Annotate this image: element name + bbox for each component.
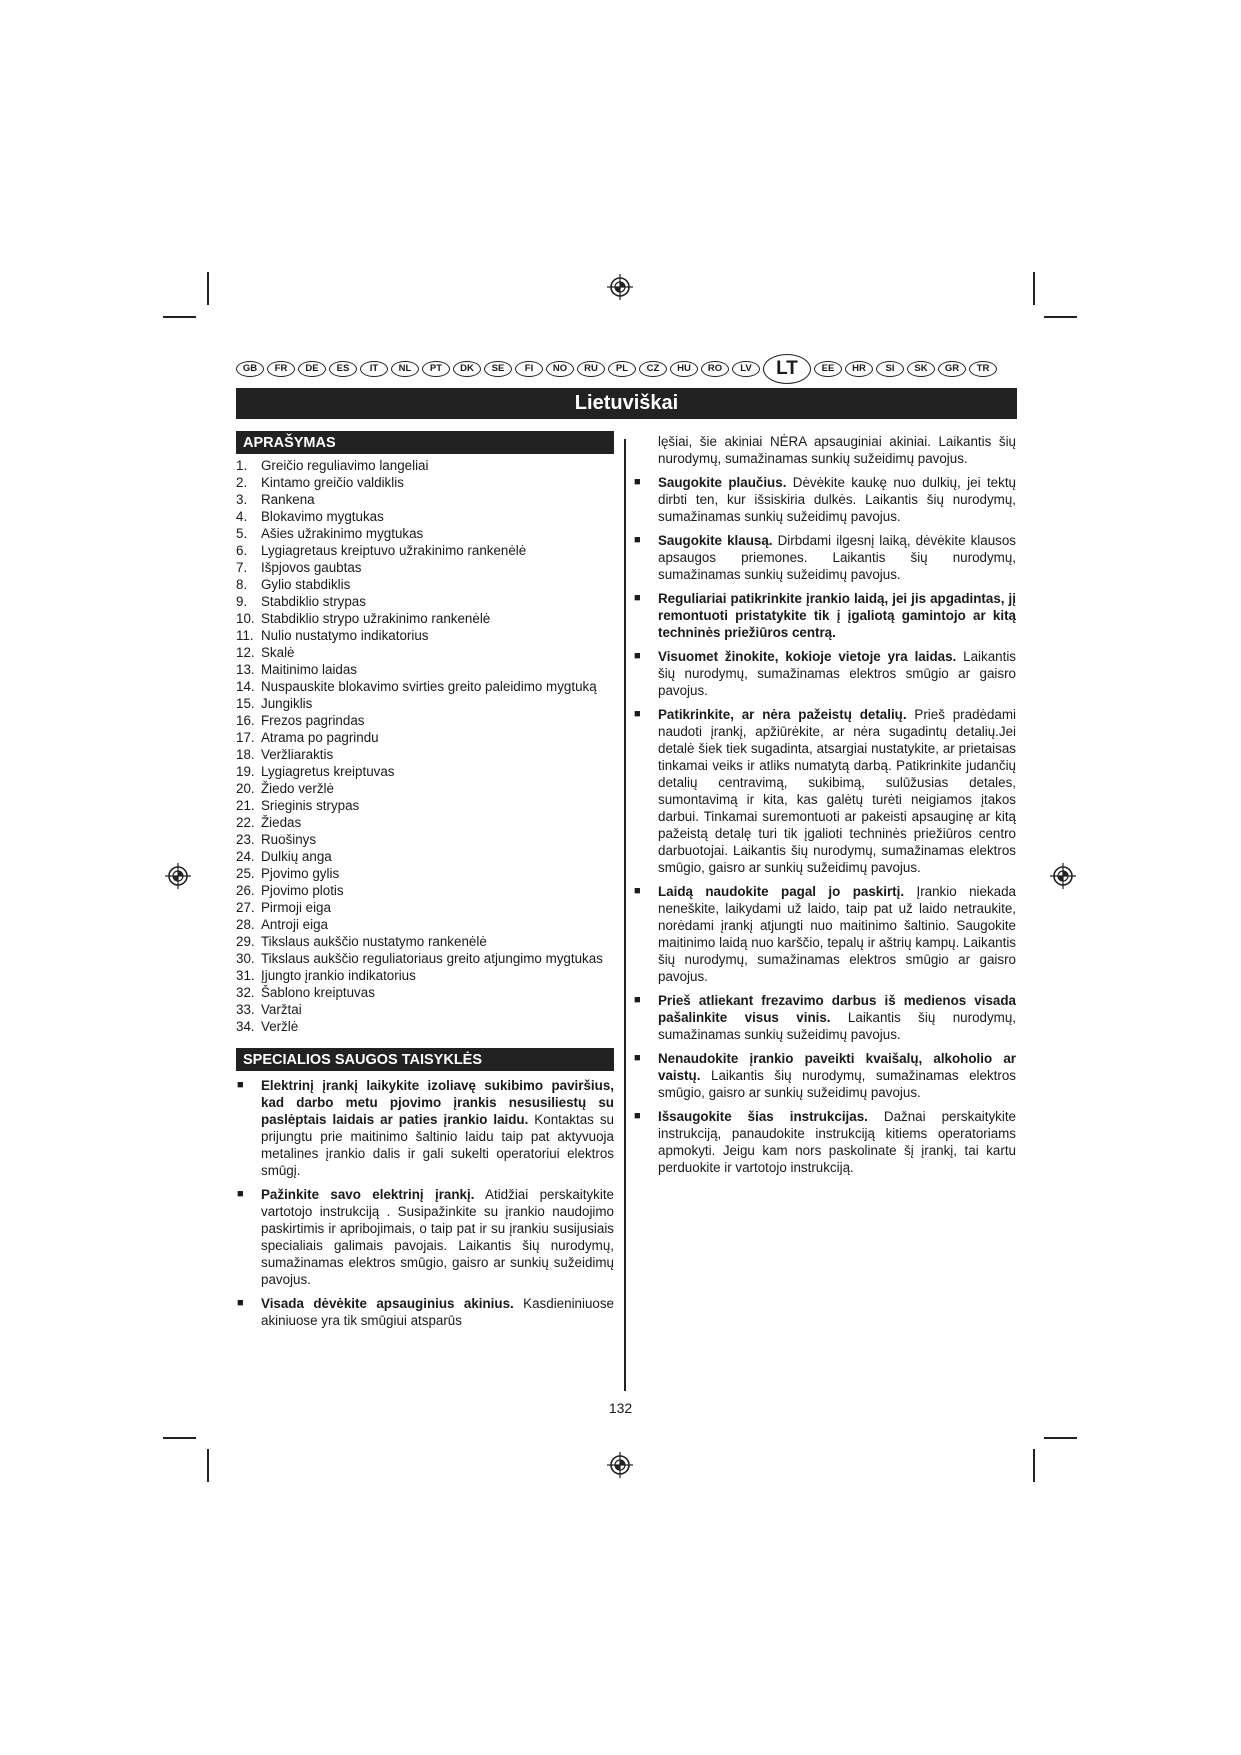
- language-badge-hu: HU: [670, 361, 698, 377]
- item-number: 16.: [236, 713, 255, 728]
- list-item: [236, 627, 614, 644]
- bullet-icon: ■: [634, 885, 641, 897]
- language-badge-ru: RU: [577, 361, 605, 377]
- safety-rule: [633, 648, 1016, 699]
- list-item: [236, 916, 614, 933]
- list-item: [236, 661, 614, 678]
- rule-text: Dirbdami ilgesnį laiką, dėvėkite klausos apsaugos priemones. Laikantis šių nurodymų, sumažinamas sunkių sužeidimų pavojus.: [658, 533, 1016, 582]
- list-item: [236, 491, 614, 508]
- bullet-icon: ■: [634, 708, 641, 720]
- list-item: [236, 814, 614, 831]
- item-number: 26.: [236, 883, 255, 898]
- item-number: 34.: [236, 1019, 255, 1034]
- language-badge-gb: GB: [236, 361, 264, 377]
- language-badge-cz: CZ: [639, 361, 667, 377]
- rule-text: Prieš pradėdami naudoti įrankį, apžiūrėkite, ar nėra sugadintų detalių.Jei detalė šiek tiek sugadinta, atsargiai nustatykite, ar prietaisas tinkamai veiks ir atliks numatytą darbą. Patikrinkite judančių detalių centravimą, sukibimą, sulūžusias detales, sumontavimą ir kita, kas galėtų turėti neigiamos įtakos darbui. Tinkamai suremontuoti ar pakeisti apsauginę ar kitą pažeistą detalę turi tik įgalioti techninės priežiūros centro darbuotojai. Laikantis šių nurodymų, sumažinamas elektros smūgio, gaisro ar sunkių sužeidimų pavojus.: [658, 707, 1016, 875]
- language-badge-si: SI: [876, 361, 904, 377]
- item-number: 2.: [236, 475, 248, 490]
- item-label: Žiedo veržlė: [261, 781, 334, 796]
- item-number: 7.: [236, 560, 248, 575]
- safety-rule: [236, 1077, 614, 1179]
- safety-rule: [633, 1050, 1016, 1101]
- item-label: Gylio stabdiklis: [261, 577, 351, 592]
- item-label: Stabdiklio strypo užrakinimo rankenėlė: [261, 611, 491, 626]
- parts-list: [236, 457, 614, 1035]
- item-number: 30.: [236, 951, 255, 966]
- item-label: Ruošinys: [261, 832, 317, 847]
- item-label: Srieginis strypas: [261, 798, 360, 813]
- list-item: [236, 695, 614, 712]
- safety-list-right: [633, 474, 1016, 1176]
- list-item: [236, 474, 614, 491]
- language-badge-pt: PT: [422, 361, 450, 377]
- safety-rule: [633, 992, 1016, 1043]
- left-column: [236, 431, 614, 1336]
- list-item: [236, 644, 614, 661]
- language-badge-tr: TR: [969, 361, 997, 377]
- item-label: Pjovimo gylis: [261, 866, 340, 881]
- item-label: Dulkių anga: [261, 849, 332, 864]
- page-title: Lietuviškai: [236, 388, 1017, 419]
- item-number: 18.: [236, 747, 255, 762]
- item-number: 3.: [236, 492, 248, 507]
- safety-rule: [633, 706, 1016, 876]
- item-label: Jungiklis: [261, 696, 313, 711]
- language-badge-lt: LT: [763, 354, 811, 384]
- rule-text: Laikantis šių nurodymų, sumažinamas elektros smūgio ar gaisro pavojus.: [658, 649, 1016, 698]
- list-item: [236, 508, 614, 525]
- item-number: 8.: [236, 577, 248, 592]
- item-number: 19.: [236, 764, 255, 779]
- bullet-icon: ■: [237, 1079, 244, 1091]
- list-item: [236, 610, 614, 627]
- item-label: Lygiagretaus kreiptuvo užrakinimo rankenėlė: [261, 543, 527, 558]
- rule-title: Prieš atliekant frezavimo darbus iš medienos visada pašalinkite visus vinis.: [658, 993, 1016, 1025]
- rule-title: Pažinkite savo elektrinį įrankį.: [261, 1187, 475, 1202]
- item-number: 15.: [236, 696, 255, 711]
- item-label: Kintamo greičio valdiklis: [261, 475, 404, 490]
- item-number: 27.: [236, 900, 255, 915]
- bullet-icon: ■: [634, 476, 641, 488]
- language-badge-it: IT: [360, 361, 388, 377]
- safety-heading: SPECIALIOS SAUGOS TAISYKLĖS: [236, 1048, 614, 1071]
- item-number: 33.: [236, 1002, 255, 1017]
- rule-title: Saugokite plaučius.: [658, 475, 787, 490]
- item-label: Nuspauskite blokavimo svirties greito paleidimo mygtuką: [261, 679, 597, 694]
- page-number: 132: [608, 1400, 633, 1416]
- item-number: 24.: [236, 849, 255, 864]
- list-item: [236, 865, 614, 882]
- item-label: Frezos pagrindas: [261, 713, 365, 728]
- rule-text: Dažnai perskaitykite instrukciją, panaudokite instrukciją kitiems operatoriams apmokyti. Jeigu kam nors paskolinate šį įrankį, tai kartu perduokite ir vartotojo instrukciją.: [658, 1109, 1016, 1175]
- rule-title: Reguliariai patikrinkite įrankio laidą, jei jis apgadintas, jį remontuoti pristatykite tik į įgaliotą gamintojo ar kitą techninės priežiūros centrą.: [658, 591, 1016, 640]
- right-column: [633, 433, 1016, 1183]
- list-item: [236, 712, 614, 729]
- item-number: 1.: [236, 458, 248, 473]
- list-item: [236, 950, 614, 967]
- item-label: Maitinimo laidas: [261, 662, 358, 677]
- list-item: [236, 542, 614, 559]
- item-label: Šablono kreiptuvas: [261, 985, 375, 1000]
- item-number: 28.: [236, 917, 255, 932]
- language-badge-gr: GR: [938, 361, 966, 377]
- bullet-icon: ■: [237, 1297, 244, 1309]
- list-item: [236, 525, 614, 542]
- item-number: 6.: [236, 543, 248, 558]
- safety-rule: [633, 590, 1016, 641]
- list-item: [236, 559, 614, 576]
- item-label: Blokavimo mygtukas: [261, 509, 384, 524]
- rule-text: Dėvėkite kaukę nuo dulkių, jei tektų dirbti ten, kur išsiskiria dulkės. Laikantis šių nurodymų, sumažinamas sunkių sužeidimų pavojus.: [658, 475, 1016, 524]
- rule-text: Laikantis šių nurodymų, sumažinamas elektros smūgio, gaisro ar sunkių sužeidimų pavojus.: [658, 1068, 1016, 1100]
- bullet-icon: ■: [634, 534, 641, 546]
- item-label: Veržlė: [261, 1019, 299, 1034]
- list-item: [236, 984, 614, 1001]
- safety-rule: [633, 883, 1016, 985]
- rule-text: Kontaktas su prijungtu prie maitinimo šaltinio laidu taip pat aktyvuoja metalines įrankio dalis ir gali sukelti operatoriui elektros smūgį.: [261, 1112, 614, 1178]
- rule-title: Elektrinį įrankį laikykite izoliavę sukibimo paviršius, kad darbo metu pjovimo įrankis nesusiliestų su paslėptais laidais ar paties įrankio laidu.: [261, 1078, 614, 1127]
- rule-title: Saugokite klausą.: [658, 533, 773, 548]
- rule-title: Patikrinkite, ar nėra pažeistų detalių.: [658, 707, 907, 722]
- item-number: 31.: [236, 968, 255, 983]
- item-label: Lygiagretus kreiptuvas: [261, 764, 395, 779]
- item-label: Išpjovos gaubtas: [261, 560, 362, 575]
- item-number: 14.: [236, 679, 255, 694]
- bullet-icon: ■: [634, 994, 641, 1006]
- item-number: 13.: [236, 662, 255, 677]
- crop-mark: [163, 1437, 196, 1439]
- rule-title: Visada dėvėkite apsauginius akinius.: [261, 1296, 514, 1311]
- crop-mark: [163, 316, 196, 318]
- item-number: 4.: [236, 509, 248, 524]
- bullet-icon: ■: [237, 1188, 244, 1200]
- registration-mark-icon: [1050, 863, 1076, 889]
- list-item: [236, 933, 614, 950]
- language-badge-fi: FI: [515, 361, 543, 377]
- item-number: 32.: [236, 985, 255, 1000]
- language-badge-sk: SK: [907, 361, 935, 377]
- item-label: Rankena: [261, 492, 315, 507]
- item-number: 22.: [236, 815, 255, 830]
- item-label: Ašies užrakinimo mygtukas: [261, 526, 424, 541]
- language-badge-es: ES: [329, 361, 357, 377]
- list-item: [236, 678, 614, 695]
- list-item: [236, 831, 614, 848]
- description-heading: APRAŠYMAS: [236, 431, 614, 454]
- list-item: [236, 882, 614, 899]
- language-badge-nl: NL: [391, 361, 419, 377]
- rule-text: Kasdieniniuose akiniuose yra tik smūgiui atsparūs: [261, 1296, 615, 1328]
- list-item: [236, 1001, 614, 1018]
- list-item: [236, 593, 614, 610]
- column-divider: [624, 439, 626, 1391]
- item-number: 10.: [236, 611, 255, 626]
- item-number: 29.: [236, 934, 255, 949]
- rule-title: Visuomet žinokite, kokioje vietoje yra laidas.: [658, 649, 957, 664]
- item-label: Nulio nustatymo indikatorius: [261, 628, 429, 643]
- item-label: Įjungto įrankio indikatorius: [261, 968, 416, 983]
- crop-mark: [1033, 272, 1035, 305]
- crop-mark: [1044, 316, 1077, 318]
- safety-rule: [633, 474, 1016, 525]
- safety-rule: [633, 1108, 1016, 1176]
- crop-mark: [207, 1449, 209, 1482]
- safety-list-left: [236, 1077, 614, 1329]
- language-selector: [236, 354, 1017, 384]
- item-label: Tikslaus aukščio nustatymo rankenėlė: [261, 934, 487, 949]
- bullet-icon: ■: [634, 1052, 641, 1064]
- item-number: 12.: [236, 645, 255, 660]
- item-label: Pirmoji eiga: [261, 900, 331, 915]
- language-badge-ro: RO: [701, 361, 729, 377]
- item-label: Greičio reguliavimo langeliai: [261, 458, 429, 473]
- list-item: [236, 899, 614, 916]
- rule-text: Įrankio niekada neneškite, laikydami už laido, taip pat už laido netraukite, norėdami įrankį atjungti nuo maitinimo šaltinio. Saugokite maitinimo laidą nuo karščio, tepalų ir aštrių kampų. Laikantis šių nurodymų, sumažinamas elektros smūgio ar gaisro pavojus.: [658, 884, 1016, 984]
- list-item: [236, 746, 614, 763]
- rule-text: Atidžiai perskaitykite vartotojo instrukciją . Susipažinkite su įrankio naudojimo paskirtimis ir apribojimais, o taip pat ir su įrankiu susijusiais specialiais galimais pavojais. Laikantis šių nurodymų, sumažinamas elektros smūgio, gaisro ar sunkių sužeidimų pavojus.: [261, 1187, 614, 1287]
- language-badge-de: DE: [298, 361, 326, 377]
- list-item: [236, 729, 614, 746]
- list-item: [236, 967, 614, 984]
- language-badge-ee: EE: [814, 361, 842, 377]
- item-label: Pjovimo plotis: [261, 883, 344, 898]
- item-number: 9.: [236, 594, 248, 609]
- crop-mark: [1033, 1449, 1035, 1482]
- item-label: Varžtai: [261, 1002, 302, 1017]
- crop-mark: [1044, 1437, 1077, 1439]
- list-item: [236, 1018, 614, 1035]
- item-number: 17.: [236, 730, 255, 745]
- rule-text: Laikantis šių nurodymų, sumažinamas sunkių sužeidimų pavojus.: [658, 1010, 1016, 1042]
- list-item: [236, 457, 614, 474]
- rule-title: Laidą naudokite pagal jo paskirtį.: [658, 884, 905, 899]
- continuation-text: lęšiai, šie akiniai NĖRA apsauginiai akiniai. Laikantis šių nurodymų, sumažinamas sunkių sužeidimų pavojus.: [658, 434, 1016, 466]
- item-number: 23.: [236, 832, 255, 847]
- safety-rule: [633, 532, 1016, 583]
- list-item: [236, 780, 614, 797]
- list-item: [236, 848, 614, 865]
- language-badge-pl: PL: [608, 361, 636, 377]
- list-item: [236, 797, 614, 814]
- safety-rule: [236, 1186, 614, 1288]
- item-label: Atrama po pagrindu: [261, 730, 379, 745]
- language-badge-se: SE: [484, 361, 512, 377]
- registration-mark-icon: [165, 863, 191, 889]
- list-item: [236, 763, 614, 780]
- language-badge-hr: HR: [845, 361, 873, 377]
- item-label: Tikslaus aukščio reguliatoriaus greito atjungimo mygtukas: [261, 951, 603, 966]
- item-number: 20.: [236, 781, 255, 796]
- registration-mark-icon: [607, 1452, 633, 1478]
- list-item: [236, 576, 614, 593]
- item-number: 5.: [236, 526, 248, 541]
- language-badge-dk: DK: [453, 361, 481, 377]
- crop-mark: [207, 272, 209, 305]
- bullet-icon: ■: [634, 650, 641, 662]
- bullet-icon: ■: [634, 1110, 641, 1122]
- item-number: 11.: [236, 628, 254, 643]
- item-number: 21.: [236, 798, 255, 813]
- language-badge-no: NO: [546, 361, 574, 377]
- bullet-icon: ■: [634, 592, 641, 604]
- registration-mark-icon: [607, 274, 633, 300]
- rule-title: Išsaugokite šias instrukcijas.: [658, 1109, 868, 1124]
- item-label: Skalė: [261, 645, 295, 660]
- item-label: Antroji eiga: [261, 917, 328, 932]
- language-badge-lv: LV: [732, 361, 760, 377]
- item-label: Žiedas: [261, 815, 302, 830]
- safety-rule: [236, 1295, 614, 1329]
- item-label: Veržliaraktis: [261, 747, 334, 762]
- item-number: 25.: [236, 866, 255, 881]
- language-badge-fr: FR: [267, 361, 295, 377]
- item-label: Stabdiklio strypas: [261, 594, 366, 609]
- rule-title: Nenaudokite įrankio paveikti kvaišalų, alkoholio ar vaistų.: [658, 1051, 1016, 1083]
